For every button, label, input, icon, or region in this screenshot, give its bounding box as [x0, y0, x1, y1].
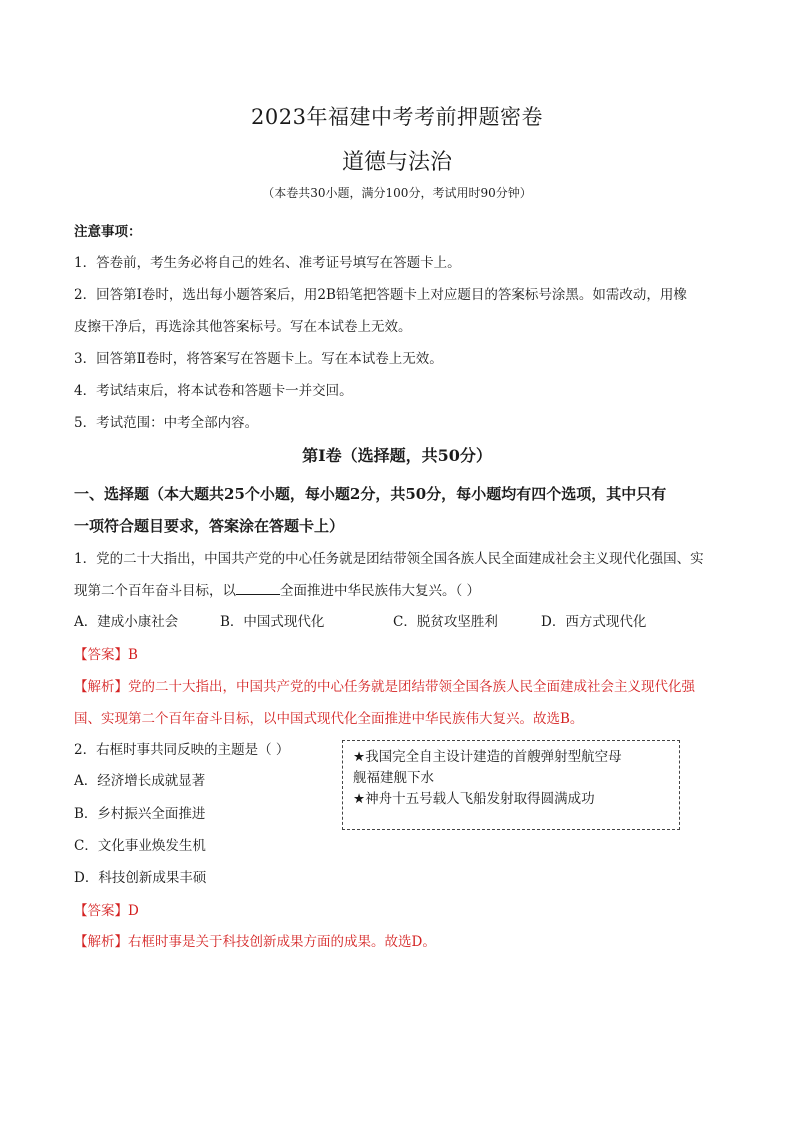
instruction-item: 5．考试范围：中考全部内容。 [74, 415, 259, 431]
instruction-item: 3．回答第Ⅱ卷时，将答案写在答题卡上。写在本试卷上无效。 [74, 351, 443, 367]
box-line: ★我国完全自主设计建造的首艘弹射型航空母 [353, 749, 622, 765]
instruction-item: 皮擦干净后，再选涂其他答案标号。写在本试卷上无效。 [74, 319, 412, 335]
q1-option-b: B．中国式现代化 [220, 614, 325, 630]
box-line: ★神舟十五号载人飞船发射取得圆满成功 [353, 791, 595, 807]
current-events-box [342, 740, 680, 830]
section-title: 第Ⅰ卷（选择题，共50分） [302, 446, 492, 465]
fill-blank [236, 582, 280, 595]
q1-option-c: C．脱贫攻坚胜利 [393, 614, 498, 630]
q1-option-d: D．西方式现代化 [541, 614, 647, 630]
q2-option-c: C．文化事业焕发生机 [74, 838, 206, 854]
q1-option-a: A．建成小康社会 [74, 614, 179, 630]
q1-stem-line [74, 579, 480, 599]
exam-subject: 道德与法治 [341, 150, 452, 175]
q2-answer: 【答案】D [74, 903, 139, 919]
exam-note: （本卷共30小题，满分100分，考试用时90分钟） [262, 186, 532, 200]
q1-answer: 【答案】B [74, 647, 138, 663]
q1-stem-line: 1．党的二十大指出，中国共产党的中心任务就是团结带领全国各族人民全面建成社会主义现代化强国、实 [74, 551, 704, 567]
q1-analysis-line: 【解析】党的二十大指出，中国共产党的中心任务就是团结带领全国各族人民全面建成社会主义现代化强 [74, 679, 695, 695]
box-line: 舰福建舰下水 [353, 770, 434, 786]
q1-stem-part: 全面推进中华民族伟大复兴。（ ） [280, 583, 481, 599]
part-heading-line: 一项符合题目要求，答案涂在答题卡上） [74, 517, 345, 535]
part-heading-line: 一、选择题（本大题共25个小题，每小题2分，共50分，每小题均有四个选项，其中只有 [74, 485, 667, 503]
q2-analysis: 【解析】右框时事是关于科技创新成果方面的成果。故选D。 [74, 934, 436, 950]
instruction-item: 1．答卷前，考生务必将自己的姓名、准考证号填写在答题卡上。 [74, 255, 461, 271]
q2-option-b: B．乡村振兴全面推进 [74, 806, 206, 822]
instruction-item: 2．回答第Ⅰ卷时，选出每小题答案后，用2B铅笔把答题卡上对应题目的答案标号涂黑。如需改动，用橡 [74, 287, 687, 303]
exam-title: 2023年福建中考考前押题密卷 [251, 105, 543, 129]
q2-option-a: A．经济增长成就显著 [74, 773, 206, 789]
q1-analysis-line: 国、实现第二个百年奋斗目标，以中国式现代化全面推进中华民族伟大复兴。故选B。 [74, 711, 584, 727]
q2-option-d: D．科技创新成果丰硕 [74, 870, 207, 886]
q1-stem-part: 现第二个百年奋斗目标，以 [74, 583, 236, 599]
instruction-item: 4．考试结束后，将本试卷和答题卡一并交回。 [74, 383, 353, 399]
instructions-heading: 注意事项： [74, 224, 142, 240]
q2-stem: 2．右框时事共同反映的主题是（ ） [74, 742, 290, 758]
